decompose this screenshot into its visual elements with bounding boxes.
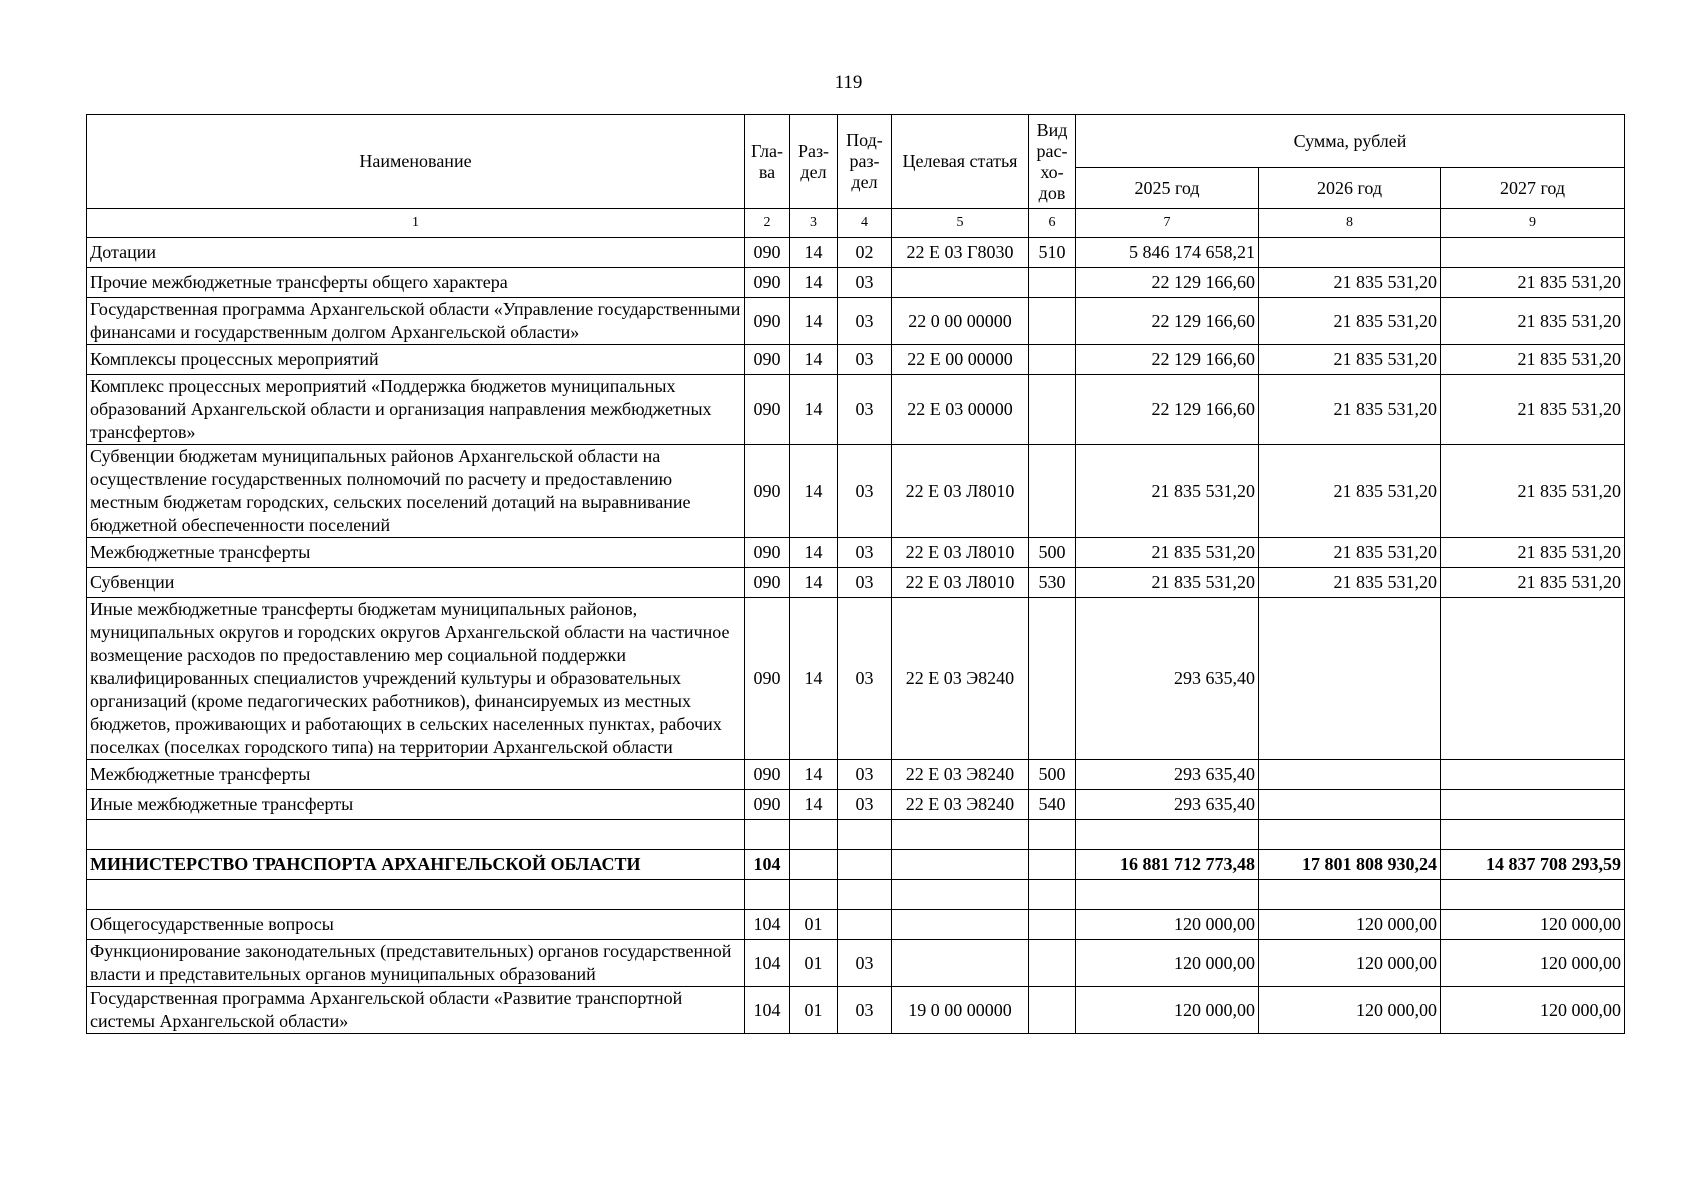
row-glava: 090	[745, 760, 790, 790]
column-number: 1	[87, 209, 745, 238]
row-sum-2027: 21 835 531,20	[1441, 375, 1625, 445]
row-glava: 104	[745, 850, 790, 880]
header-razdel: Раз-дел	[790, 115, 838, 209]
row-glava: 090	[745, 238, 790, 268]
row-vid	[1029, 910, 1076, 940]
row-sum-2027: 120 000,00	[1441, 987, 1625, 1034]
row-sum-2025: 21 835 531,20	[1076, 445, 1259, 538]
row-glava	[745, 880, 790, 910]
row-sum-2025	[1076, 880, 1259, 910]
row-sum-2026: 120 000,00	[1259, 910, 1441, 940]
row-podrazdel	[838, 820, 892, 850]
row-sum-2027: 120 000,00	[1441, 940, 1625, 987]
row-razdel: 14	[790, 298, 838, 345]
row-sum-2026	[1259, 760, 1441, 790]
row-podrazdel	[838, 880, 892, 910]
row-statya: 22 Е 03 Л8010	[892, 445, 1029, 538]
row-vid: 530	[1029, 568, 1076, 598]
table-row	[87, 268, 1625, 298]
row-vid	[1029, 820, 1076, 850]
row-sum-2026: 21 835 531,20	[1259, 538, 1441, 568]
row-razdel: 14	[790, 345, 838, 375]
blank-row	[87, 880, 1625, 910]
row-razdel: 01	[790, 910, 838, 940]
page-number: 119	[834, 72, 863, 93]
row-sum-2027: 21 835 531,20	[1441, 538, 1625, 568]
row-glava: 090	[745, 538, 790, 568]
row-name: Комплекс процессных мероприятий «Поддержка бюджетов муниципальных образований Архангельской области и организация направления межбюджетных трансфертов»	[87, 375, 745, 445]
column-number: 9	[1441, 209, 1625, 238]
row-sum-2025: 120 000,00	[1076, 910, 1259, 940]
column-number: 6	[1029, 209, 1076, 238]
row-glava: 090	[745, 568, 790, 598]
header-glava: Гла-ва	[745, 115, 790, 209]
row-sum-2027	[1441, 238, 1625, 268]
row-sum-2026: 120 000,00	[1259, 940, 1441, 987]
row-statya	[892, 268, 1029, 298]
row-razdel	[790, 880, 838, 910]
row-name: МИНИСТЕРСТВО ТРАНСПОРТА АРХАНГЕЛЬСКОЙ ОБЛАСТИ	[87, 850, 745, 880]
table-row	[87, 987, 1625, 1034]
row-podrazdel	[838, 910, 892, 940]
row-vid	[1029, 987, 1076, 1034]
row-vid: 500	[1029, 538, 1076, 568]
row-sum-2026: 21 835 531,20	[1259, 568, 1441, 598]
row-razdel: 14	[790, 375, 838, 445]
row-sum-2025: 120 000,00	[1076, 987, 1259, 1034]
row-podrazdel: 03	[838, 790, 892, 820]
row-sum-2026: 120 000,00	[1259, 987, 1441, 1034]
row-razdel: 14	[790, 538, 838, 568]
header-year-2027: 2027 год	[1441, 168, 1625, 209]
row-sum-2025: 120 000,00	[1076, 940, 1259, 987]
table-row	[87, 345, 1625, 375]
header-year-2025: 2025 год	[1076, 168, 1259, 209]
row-sum-2025: 16 881 712 773,48	[1076, 850, 1259, 880]
row-sum-2025	[1076, 820, 1259, 850]
table-row	[87, 538, 1625, 568]
row-razdel: 01	[790, 940, 838, 987]
column-numbers-row	[87, 209, 1625, 238]
row-sum-2027	[1441, 820, 1625, 850]
row-razdel: 14	[790, 268, 838, 298]
row-sum-2026	[1259, 790, 1441, 820]
table-row	[87, 598, 1625, 760]
row-razdel: 14	[790, 760, 838, 790]
row-vid	[1029, 598, 1076, 760]
row-statya: 22 Е 00 00000	[892, 345, 1029, 375]
header-year-2026: 2026 год	[1259, 168, 1441, 209]
table-row	[87, 568, 1625, 598]
ministry-row	[87, 850, 1625, 880]
row-podrazdel: 02	[838, 238, 892, 268]
row-razdel: 14	[790, 790, 838, 820]
row-sum-2025: 22 129 166,60	[1076, 268, 1259, 298]
row-vid: 500	[1029, 760, 1076, 790]
row-statya	[892, 940, 1029, 987]
blank-row	[87, 820, 1625, 850]
header-podrazdel: Под-раз-дел	[838, 115, 892, 209]
table-row	[87, 298, 1625, 345]
row-name: Иные межбюджетные трансферты	[87, 790, 745, 820]
row-sum-2026: 21 835 531,20	[1259, 375, 1441, 445]
row-sum-2026	[1259, 880, 1441, 910]
row-name: Субвенции	[87, 568, 745, 598]
row-name: Общегосударственные вопросы	[87, 910, 745, 940]
row-glava	[745, 820, 790, 850]
row-sum-2027	[1441, 790, 1625, 820]
row-sum-2027: 21 835 531,20	[1441, 445, 1625, 538]
row-name: Комплексы процессных мероприятий	[87, 345, 745, 375]
row-glava: 090	[745, 375, 790, 445]
row-podrazdel: 03	[838, 760, 892, 790]
row-statya: 22 Е 03 Э8240	[892, 790, 1029, 820]
row-podrazdel: 03	[838, 940, 892, 987]
row-sum-2025: 22 129 166,60	[1076, 298, 1259, 345]
row-sum-2027: 14 837 708 293,59	[1441, 850, 1625, 880]
row-vid	[1029, 445, 1076, 538]
row-sum-2027: 21 835 531,20	[1441, 345, 1625, 375]
row-sum-2027: 120 000,00	[1441, 910, 1625, 940]
header-summa: Сумма, рублей	[1076, 115, 1625, 168]
row-sum-2027	[1441, 598, 1625, 760]
row-sum-2026: 21 835 531,20	[1259, 445, 1441, 538]
row-razdel: 01	[790, 987, 838, 1034]
row-glava: 090	[745, 268, 790, 298]
table-row	[87, 238, 1625, 268]
table-row	[87, 910, 1625, 940]
row-name: Государственная программа Архангельской области «Развитие транспортной системы Архангельской области»	[87, 987, 745, 1034]
row-statya	[892, 820, 1029, 850]
row-vid	[1029, 345, 1076, 375]
row-sum-2025: 21 835 531,20	[1076, 538, 1259, 568]
header-name: Наименование	[87, 115, 745, 209]
row-sum-2026	[1259, 820, 1441, 850]
row-glava: 090	[745, 598, 790, 760]
row-sum-2026: 17 801 808 930,24	[1259, 850, 1441, 880]
row-sum-2025: 5 846 174 658,21	[1076, 238, 1259, 268]
row-podrazdel: 03	[838, 345, 892, 375]
row-sum-2027: 21 835 531,20	[1441, 298, 1625, 345]
row-razdel	[790, 850, 838, 880]
row-statya: 22 Е 03 Э8240	[892, 598, 1029, 760]
column-number: 7	[1076, 209, 1259, 238]
row-statya: 22 Е 03 Э8240	[892, 760, 1029, 790]
row-sum-2025: 293 635,40	[1076, 598, 1259, 760]
row-sum-2025: 293 635,40	[1076, 760, 1259, 790]
row-vid	[1029, 268, 1076, 298]
row-podrazdel: 03	[838, 538, 892, 568]
row-statya: 22 0 00 00000	[892, 298, 1029, 345]
row-name: Иные межбюджетные трансферты бюджетам муниципальных районов, муниципальных округов и городских округов Архангельской области на частичное возмещение расходов по предоставлению мер социальной поддержки квалифицированных специалистов учреждений культуры и образовательных организаций (кроме педагогических работников), финансируемых из местных бюджетов, проживающих и работающих в сельских населенных пунктах, рабочих поселках (поселках городского типа) на территории Архангельской области	[87, 598, 745, 760]
row-glava: 104	[745, 910, 790, 940]
row-podrazdel	[838, 850, 892, 880]
row-sum-2026: 21 835 531,20	[1259, 298, 1441, 345]
row-sum-2025: 22 129 166,60	[1076, 345, 1259, 375]
row-podrazdel: 03	[838, 598, 892, 760]
row-glava: 104	[745, 940, 790, 987]
row-vid	[1029, 850, 1076, 880]
row-sum-2027	[1441, 880, 1625, 910]
row-vid: 510	[1029, 238, 1076, 268]
row-statya: 22 Е 03 Л8010	[892, 538, 1029, 568]
row-glava: 090	[745, 445, 790, 538]
row-podrazdel: 03	[838, 987, 892, 1034]
row-vid	[1029, 298, 1076, 345]
row-sum-2027: 21 835 531,20	[1441, 268, 1625, 298]
row-name: Дотации	[87, 238, 745, 268]
row-sum-2027: 21 835 531,20	[1441, 568, 1625, 598]
row-statya: 22 Е 03 Г8030	[892, 238, 1029, 268]
row-name: Межбюджетные трансферты	[87, 538, 745, 568]
table-row	[87, 790, 1625, 820]
row-sum-2026: 21 835 531,20	[1259, 268, 1441, 298]
budget-table	[86, 114, 1625, 1034]
row-sum-2026: 21 835 531,20	[1259, 345, 1441, 375]
row-razdel: 14	[790, 598, 838, 760]
row-sum-2025: 293 635,40	[1076, 790, 1259, 820]
row-vid	[1029, 375, 1076, 445]
row-sum-2026	[1259, 238, 1441, 268]
column-number: 8	[1259, 209, 1441, 238]
row-glava: 090	[745, 345, 790, 375]
row-podrazdel: 03	[838, 375, 892, 445]
row-statya	[892, 850, 1029, 880]
column-number: 4	[838, 209, 892, 238]
row-sum-2026	[1259, 598, 1441, 760]
row-statya	[892, 880, 1029, 910]
table-row	[87, 375, 1625, 445]
row-podrazdel: 03	[838, 298, 892, 345]
table-row	[87, 445, 1625, 538]
row-name: Субвенции бюджетам муниципальных районов Архангельской области на осуществление государственных полномочий по расчету и предоставлению местным бюджетам городских, сельских поселений дотаций на выравнивание бюджетной обеспеченности поселений	[87, 445, 745, 538]
table-row	[87, 940, 1625, 987]
column-number: 5	[892, 209, 1029, 238]
row-name: Прочие межбюджетные трансферты общего характера	[87, 268, 745, 298]
header-vid: Вид рас-хо-дов	[1029, 115, 1076, 209]
row-statya: 22 Е 03 Л8010	[892, 568, 1029, 598]
row-vid	[1029, 880, 1076, 910]
row-name	[87, 880, 745, 910]
row-razdel: 14	[790, 238, 838, 268]
row-vid	[1029, 940, 1076, 987]
row-razdel: 14	[790, 568, 838, 598]
row-name	[87, 820, 745, 850]
column-number: 2	[745, 209, 790, 238]
row-vid: 540	[1029, 790, 1076, 820]
row-razdel: 14	[790, 445, 838, 538]
row-razdel	[790, 820, 838, 850]
row-statya	[892, 910, 1029, 940]
row-podrazdel: 03	[838, 268, 892, 298]
row-glava: 090	[745, 790, 790, 820]
row-podrazdel: 03	[838, 445, 892, 538]
row-glava: 104	[745, 987, 790, 1034]
row-sum-2027	[1441, 760, 1625, 790]
row-name: Государственная программа Архангельской области «Управление государственными финансами и государственным долгом Архангельской области»	[87, 298, 745, 345]
row-name: Межбюджетные трансферты	[87, 760, 745, 790]
row-sum-2025: 21 835 531,20	[1076, 568, 1259, 598]
row-podrazdel: 03	[838, 568, 892, 598]
header-statya: Целевая статья	[892, 115, 1029, 209]
row-sum-2025: 22 129 166,60	[1076, 375, 1259, 445]
row-statya: 19 0 00 00000	[892, 987, 1029, 1034]
row-statya: 22 Е 03 00000	[892, 375, 1029, 445]
column-number: 3	[790, 209, 838, 238]
row-glava: 090	[745, 298, 790, 345]
row-name: Функционирование законодательных (представительных) органов государственной власти и представительных органов муниципальных образований	[87, 940, 745, 987]
table-row	[87, 760, 1625, 790]
